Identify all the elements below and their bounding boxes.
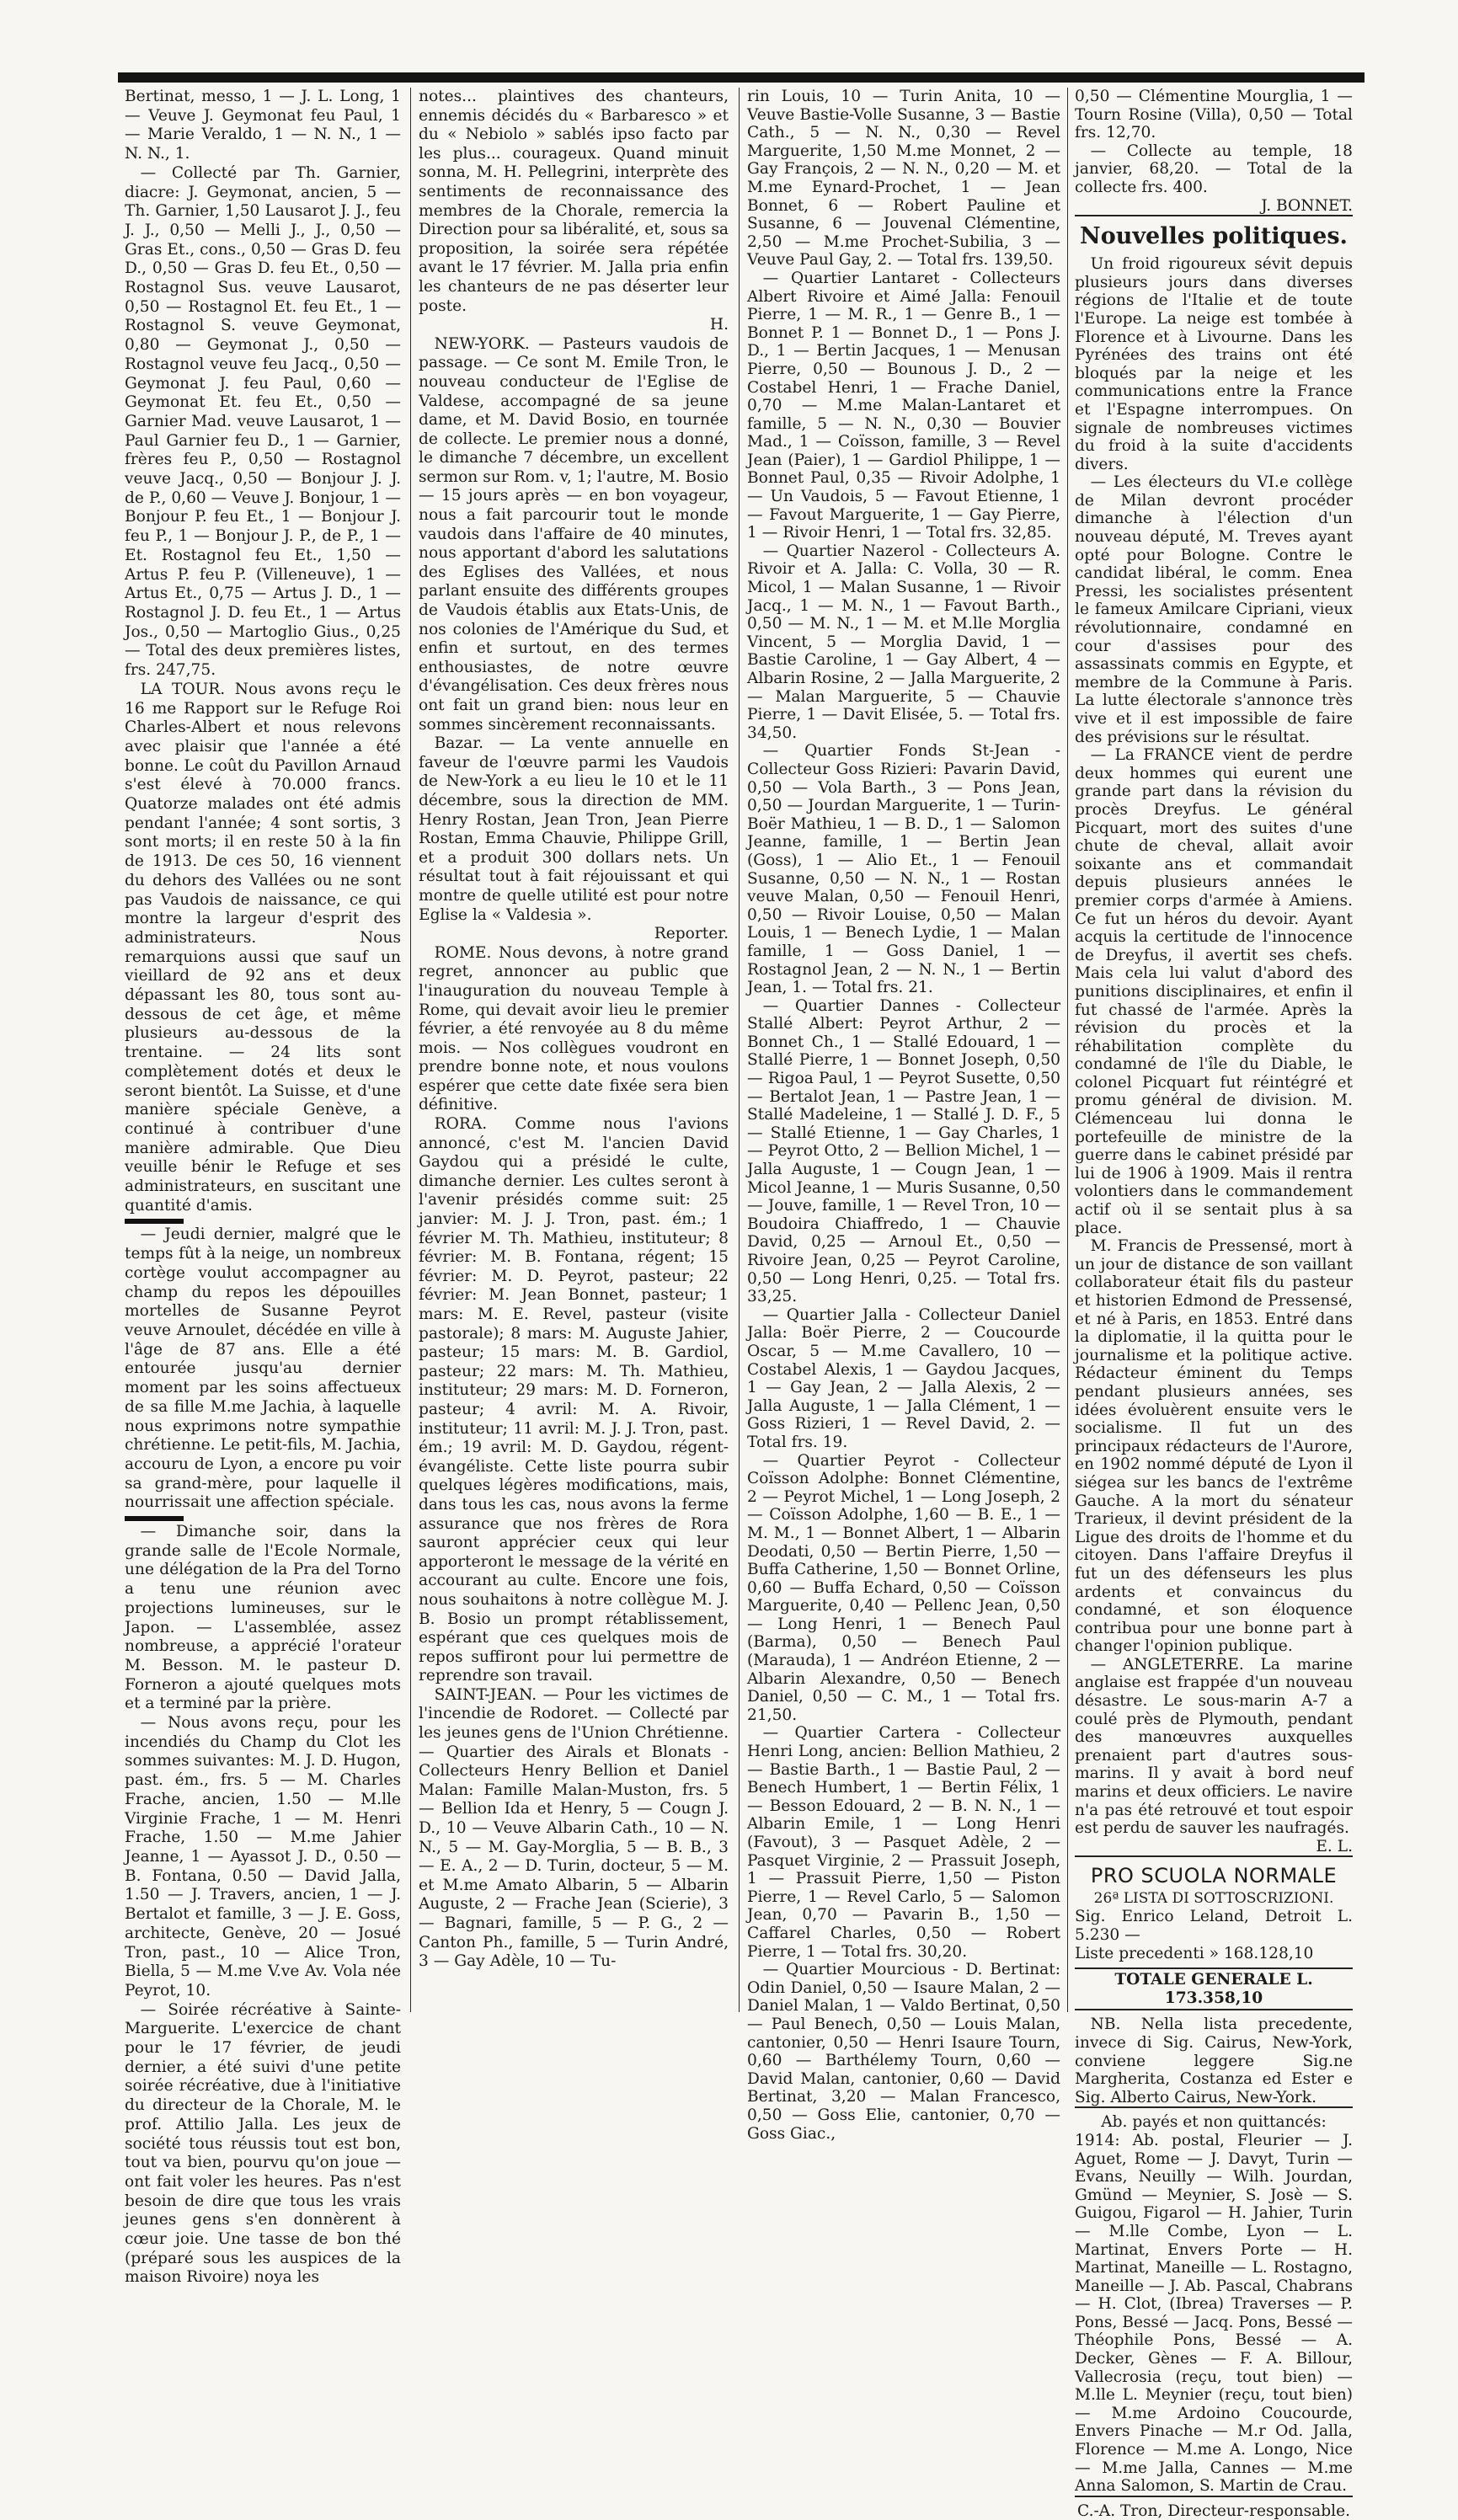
paragraph-quartier-peyrot: — Quartier Peyrot - Collecteur Coïsson Adolphe: Bonnet Clémentine, 2 — Peyrot Michel, 1 — Long Joseph, 2 — Coïsson Adolphe, 1,60 — B. E., 1 — M. M., 1 — Bonnet Albert, 1 — Albarin Deodati, 0,50 — Bertin Pierre, 1,50 — Buffa Catherine, 1,50 — Bonnet Orline, 0,60 — Buffa Echard, 0,50 — Coïsson Marguerite, 0,40 — Pellenc Jean, 0,50 — Long Henri, 1 — Benech Paul (Barma), 0,50 — Benech Paul (Marauda), 1 — Andréon Etienne, 2 — Albarin Alexandre, 0,50 — Benech Daniel, 0,50 — C. M., 1 — Total frs. 21,50. <box>747 1451 1060 1724</box>
paragraph-quartier-nazerol: — Quartier Nazerol - Collecteurs A. Rivoir et A. Jalla: C. Volla, 30 — R. Micol, 1 — Malan Susanne, 1 — Rivoir Jacq., 1 — M. N., 1 — Favout Barth., 0,50 — M. N., 1 — M. et M.lle Morglia Vincent, 5 — Morglia David, 1 — Bastie Caroline, 1 — Gay Albert, 4 — Albarin Rosine, 2 — Jalla Marguerite, 2 — Malan Marguerite, 5 — Chauvie Pierre, 1 — Davit Elisée, 5. — Total frs. 34,50. <box>747 542 1060 742</box>
paragraph: Bertinat, messo, 1 — J. L. Long, 1 — Veuve J. Geymonat feu Paul, 1 — Marie Veraldo, 1 — N. N., 1 — N. N., 1. <box>125 88 401 163</box>
signature: J. BONNET. <box>1261 196 1353 215</box>
heading-rule <box>1075 1855 1353 1857</box>
heading-rule <box>1075 2496 1353 2497</box>
total-line: TOTALE GENERALE L. 173.358,10 <box>1114 1971 1313 2007</box>
paragraph-france: — La FRANCE vient de perdre deux hommes qui eurent une grande part dans la révision du procès Dreyfus. Le général Picquart, mort des suites d'une chute de cheval, allait avoir soixante ans et commandait depuis plusieurs années le premier corps d'armée à Amiens. Ce fut un héros du devoir. Ayant acquis la certitude de l'innocence de Dreyfus, il avertit ses chefs. Mais cela lui valut d'abord des punitions disciplinaires, et enfin il fut chassé de l'armée. Après la révision du procès et la réhabilitation complète du condamné de l'île du Diable, le colonel Picquart fut réintégré et promu général de division. M. Clémenceau lui donna le portefeuille de ministre de la guerre dans le cabinet présidé par lui de 1906 à 1909. Mais il rentra volontiers dans le commandement actif où il se sentait plus à sa place. <box>1075 746 1353 1237</box>
paragraph-rome: ROME. Nous devons, à notre grand regret, annoncer au public que l'inauguration du nouveau Temple à Rome, qui devait avoir lieu le premier février, a été renvoyée au 8 du même mois. — Nos collègues voudront en prendre bonne note, et nous voulons espérer que cette date fixée sera bien définitive. <box>419 943 729 1114</box>
paragraph-la-tour: LA TOUR. Nous avons reçu le 16 me Rapport sur le Refuge Roi Charles-Albert et nous relevons avec plaisir que l'année a été bonne. Le coût du Pavillon Arnaud s'est élevé à 70.000 francs. Quatorze malades ont été admis pendant l'année; 4 sont sortis, 3 sont morts; il en reste 50 à la fin de 1913. De ces 50, 16 viennent du dehors des Vallées ou ne sont pas Vaudois de naissance, ce qui montre la largeur d'esprit des administrateurs. Nous remarquions aussi que sauf un vieillard de 92 ans et deux dépassant les 80, tous sont au-dessous de cet âge, et même plusieurs au-dessous de la trentaine. — 24 lits sont complètement dotés et deux le seront bientôt. La Suisse, et d'une manière spéciale Genève, a continué à contribuer d'une manière admirable. Que Dieu veuille bénir le Refuge et ses administrateurs, en suscitant une quantité d'amis. <box>125 680 401 1215</box>
paragraph-incendies: — Nous avons reçu, pour les incendiés du Champ du Clot les sommes suivantes: M. J. D. Hugon, past. ém., frs. 5 — M. Charles Frache, ancien, 1.50 — M.lle Virginie Frache, 1 — M. Henri Frache, 1.50 — M.me Jahier Jeanne, 1 — Ayassot J. D., 0.50 — B. Fontana, 0.50 — David Jalla, 1.50 — J. Travers, ancien, 1 — J. Bertalot et famille, 3 — J. E. Goss, architecte, Genève, 20 — Josué Tron, past., 10 — Alice Tron, Biella, 5 — M.me V.ve Av. Vola née Peyrot, 10. <box>125 1714 401 1999</box>
paragraph-quartier-fonds: — Quartier Fonds St-Jean - Collecteur Goss Rizieri: Pavarin David, 0,50 — Vola Barth., 3 — Pons Jean, 0,50 — Jourdan Marguerite, 1 — Turin-Boër Mathieu, 1 — B. D., 1 — Salomon Jeanne, famille, 1 — Bertin Jean (Goss), 1 — Alio Et., 1 — Fenouil Susanne, 0,50 — N. N., 1 — Rostan veuve Malan, 0,50 — Fenouil Henri, 0,50 — Rivoir Louise, 0,50 — Malan Louis, 1 — Benech Lydie, 1 — Malan famille, 1 — Goss Daniel, 1 — Rostagnol Jean, 2 — N. N., 1 — Bertin Jean, 1. — Total frs. 21. <box>747 742 1060 997</box>
section-divider <box>125 1516 184 1521</box>
paragraph-dimanche: — Dimanche soir, dans la grande salle de l'Ecole Normale, une délégation de la Pra del Torno a tenu une réunion avec projections lumineuses, sur le Japon. — L'assemblée, assez nombreuse, a apprécié l'orateur M. Besson. M. le pasteur D. Forneron a ajouté quelques mots et a terminé par la prière. <box>125 1523 401 1713</box>
paragraph-jeudi: — Jeudi dernier, malgré que le temps fût à la neige, un nombreux cortège voulut accompagner au champ du repos les dépouilles mortelles de Susanne Peyrot veuve Arnoulet, décédée en ville à l'âge de 87 ans. Elle a été entourée jusqu'au dernier moment par les soins affectueux de sa fille M.me Jachia, à laquelle nous exprimons notre sympathie chrétienne. Le petit-fils, M. Jachia, accouru de Lyon, a encore pu voir sa grand-mère, pour laquelle il nourrissait une affection spéciale. <box>125 1225 401 1512</box>
paragraph-rora: RORA. Comme nous l'avions annoncé, c'est M. l'ancien David Gaydou qui a présidé le culte, dimanche dernier. Les cultes seront à l'avenir présidés comme suit: 25 janvier: M. J. J. Tron, past. ém.; 1 février M. Th. Mathieu, instituteur; 8 février: M. B. Fontana, régent; 15 février: M. D. Peyrot, pasteur; 22 février: M. Jean Bonnet, pasteur; 1 mars: M. E. Revel, pasteur (visite pastorale); 8 mars: M. Auguste Jahier, pasteur; 15 mars: M. B. Gardiol, pasteur; 22 mars: M. Th. Mathieu, instituteur; 29 mars: M. D. Forneron, pasteur; 4 avril: M. A. Rivoir, instituteur; 11 avril: M. J. J. Tron, past. ém.; 19 avril: M. D. Gaydou, régent-évangéliste. Cette liste pourra subir quelques légères modifications, mais, dans tous les cas, nous avons la ferme assurance que nos frères de Rora sauront apprécier ceux qui leur apporteront le message de la vérité en accourant au culte. Encore une fois, nous souhaitons à notre collègue M. J. B. Bosio un prompt rétablissement, espérant que ces quelques mois de repos suffiront pour lui permettre de reprendre son travail. <box>419 1115 729 1685</box>
paragraph-nb: NB. Nella lista precedente, invece di Sig. Cairus, New-York, conviene leggere Sig.ne Margherita, Costanza ed Ester e Sig. Alberto Cairus, New-York. <box>1075 2015 1353 2106</box>
paragraph-angleterre: — ANGLETERRE. La marine anglaise est frappée d'un nouveau désastre. Le sous-marin A-7 a coulé près de Plymouth, pendant des manœuvres auxquelles prenaient part d'autres sous-marins. Il y avait à bord neuf marins et deux officiers. Le navire n'a pas été retrouvé et tout espoir est perdu de sauver les naufragés. <box>1075 1655 1353 1838</box>
paragraph: rin Louis, 10 — Turin Anita, 10 — Veuve Bastie-Volle Susanne, 3 — Bastie Cath., 5 — N. N., 0,30 — Revel Marguerite, 1,50 M.me Monnet, 2 — Gay François, 2 — N. N., 0,20 — M. et M.me Eynard-Prochet, 1 — Jean Bonnet, 6 — Robert Pauline et Susanne, 6 — Jouvenal Clémentine, 2,50 — M.me Prochet-Subilia, 3 — Veuve Paul Gay, 2. — Total frs. 139,50. <box>747 88 1060 270</box>
subheading: 26ª LISTA DI SOTTOSCRIZIONI. <box>1093 1890 1334 1908</box>
column-4 <box>1075 88 1353 2520</box>
signature: Reporter. <box>654 925 729 943</box>
section-heading: Nouvelles politiques. <box>1080 223 1348 250</box>
paragraph-quartier-jalla: — Quartier Jalla - Collecteur Daniel Jalla: Boër Pierre, 2 — Coucourde Oscar, 5 — M.me Cavallero, 10 — Costabel Alexis, 1 — Gaydou Jacques, 1 — Gay Jean, 2 — Jalla Alexis, 2 — Jalla Auguste, 1 — Jalla Clément, 1 — Goss Rizieri, 1 — Revel David, 2. — Total frs. 19. <box>747 1305 1060 1451</box>
paragraph-quartier-cartera: — Quartier Cartera - Collecteur Henri Long, ancien: Bellion Mathieu, 2 — Bastie Barth., 1 — Bastie Paul, 2 — Benech Humbert, 1 — Bertin Félix, 1 — Besson Edouard, 2 — B. N. N., 1 — Albarin Emile, 1 — Long Henri (Favout), 3 — Pasquet Adèle, 2 — Pasquet Virginie, 2 — Prassuit Joseph, 1 — Prassuit Pierre, 1,50 — Piston Pierre, 1 — Revel Carlo, 5 — Salomon Jean, 0,70 — Pavarin B., 1,50 — Caffarel Charles, 0,50 — Robert Pierre, 1 — Total frs. 30,20. <box>747 1724 1060 1961</box>
section-heading: PRO SCUOLA NORMALE <box>1090 1864 1338 1888</box>
list-item: Liste precedenti » 168.128,10 <box>1075 1944 1314 1962</box>
paragraph: 0,50 — Clémentine Mourglia, 1 — Tourn Rosine (Villa), 0,50 — Total frs. 12,70. <box>1075 88 1353 142</box>
paragraph: notes... plaintives des chanteurs, ennemis décidés du « Barbaresco » et du « Nebiolo » sablés ipso facto par les plus... courageux. Quand minuit sonna, M. H. Pellegrini, interprète des sentiments de reconnaissance des membres de la Chorale, remercia la Direction pour sa libéralité, et, sous sa proposition, la soirée sera répétée avant le 17 février. M. Jalla pria enfin les chanteurs de ne pas déserter leur poste. <box>419 88 729 315</box>
column-3 <box>747 88 1060 2143</box>
column-divider-2 <box>739 88 740 2012</box>
signature: H. <box>709 316 729 334</box>
paragraph-collecte-temple: — Collecte au temple, 18 janvier, 68,20. — Total de la collecte frs. 400. <box>1075 141 1353 196</box>
column-2 <box>419 88 729 2012</box>
paragraph-saint-jean: SAINT-JEAN. — Pour les victimes de l'incendie de Rodoret. — Collecté par les jeunes gens de l'Union Chrétienne. — Quartier des Airals et Blonats - Collecteurs Henry Bellion et Daniel Malan: Famille Malan-Muston, frs. 5 — Bellion Ida et Henry, 5 — Cougn J. D., 10 — Veuve Albarin Cath., 10 — N. N., 5 — M. Gay-Morglia, 5 — B. B., 3 — E. A., 2 — D. Turin, docteur, 5 — M. et M.me Amato Albarin, 5 — Albarin Auguste, 2 — Frache Jean (Scierie), 3 — Bagnari, famille, 5 — P. G., 2 — Canton Ph., famille, 5 — Turin André, 3 — Gay Adèle, 10 — Tu- <box>419 1685 729 1971</box>
subheading: Ab. payés et non quittancés: <box>1101 2113 1327 2132</box>
paragraph-collecte-garnier: — Collecté par Th. Garnier, diacre: J. Geymonat, ancien, 5 — Th. Garnier, 1,50 Lausarot J. J., feu J. J., 0,50 — Melli J., J., 0,50 — Gras Et., cons., 0,50 — Gras D. feu D., 0,50 — Gras D. feu Et., 0,50 — Rostagnol Sus. veuve Lausarot, 0,50 — Rostagnol Et. feu Et., 1 — Rostagnol S. veuve Geymonat, 0,80 — Geymonat J., 0,50 — Rostagnol veuve feu Jacq., 0,50 — Geymonat J. feu Paul, 0,60 — Geymonat Et. feu Et., 0,50 — Garnier Mad. veuve Lausarot, 1 — Paul Garnier feu D., 1 — Garnier, frères feu P., 0,50 — Rostagnol veuve Jacq., 0,50 — Bonjour J. J. de P., 0,60 — Veuve J. Bonjour, 1 — Bonjour P. feu Et., 1 — Bonjour J. feu P., 1 — Bonjour J. P., de P., 1 — Et. Rostagnol feu Et., 1,50 — Artus P. feu P. (Villeneuve), 1 — Artus Et., 0,75 — Artus J. D., 1 — Rostagnol J. D. feu Et., 1 — Artus Jos., 0,50 — Martoglio Gius., 0,25 — Total des deux premières listes, frs. 247,75. <box>125 163 401 680</box>
column-1 <box>125 88 401 2287</box>
page-top-rule <box>118 72 1365 83</box>
paragraph-soiree: — Soirée récréative à Sainte-Marguerite. L'exercice de chant pour le 17 février, de jeudi dernier, a été suivi d'une petite soirée récréative, due à l'initiative du directeur de la Chorale, M. le prof. Attilio Jalla. Les jeux de société tous réussis tout est bon, tout va bien, pourvu qu'on joue — ont fait voler les heures. Pas n'est besoin de dire que tous les vrais jeunes gens s'en donnèrent à cœur joie. Une tasse de bon thé (préparé sous les auspices de la maison Rivoire) noya les <box>125 2000 401 2287</box>
paragraph-abonnes: 1914: Ab. postal, Fleurier — J. Aguet, Rome — J. Davyt, Turin — Evans, Neuilly — Wilh. Jourdan, Gmünd — Meynier, S. Josè — S. Guigou, Figarol — H. Jahier, Turin — M.lle Combe, Lyon — L. Martinat, Envers Porte — H. Martinat, Maneille — L. Rostagno, Maneille — J. Ab. Pascal, Chabrans — H. Clot, (Ibrea) Traverses — P. Pons, Bessé — Jacq. Pons, Bessé — Théophile Pons, Bessé — A. Decker, Gènes — F. A. Billour, Vallecrosia (reçu, tout bien) — M.lle L. Meynier (reçu, tout bien) — M.me Ardoino Coucourde, Envers Pinache — M.r Od. Jalla, Florence — M.me A. Longo, Nice — M.me Jalla, Cannes — M.me Anna Salomon, S. Martin de Crau. <box>1075 2131 1353 2496</box>
column-divider-1 <box>410 88 411 2012</box>
paragraph-quartier-dannes: — Quartier Dannes - Collecteur Stallé Albert: Peyrot Arthur, 2 — Bonnet Ch., 1 — Stallé Edouard, 1 — Stallé Pierre, 1 — Bonnet Joseph, 0,50 — Rigoa Paul, 1 — Peyrot Susette, 0,50 — Bertalot Jean, 1 — Pastre Jean, 1 — Stallé Madeleine, 1 — Stallé J. D. F., 5 — Stallé Etienne, 1 — Gay Charles, 1 — Peyrot Otto, 2 — Bellion Michel, 1 — Jalla Auguste, 1 — Cougn Jean, 1 — Micol Jeanne, 1 — Muris Susanne, 0,50 — Jouve, famille, 1 — Revel Tron, 10 — Boudoira Chiaffredo, 1 — Chauvie David, 0,25 — Arnoul Et., 0,50 — Rivoire Jean, 0,25 — Peyrot Caroline, 0,50 — Long Henri, 0,25. — Total frs. 33,25. <box>747 996 1060 1306</box>
paragraph-froid: Un froid rigoureux sévit depuis plusieurs jours dans diverses régions de l'Italie et de toute l'Europe. La neige est tombée à Florence et à Livourne. Dans les Pyrénées des trains ont été bloqués par la neige et les communications entre la France et l'Espagne interrompues. On signale de nombreuses victimes du froid à la suite d'accidents divers. <box>1075 255 1353 473</box>
paragraph-quartier-mourcious: — Quartier Mourcious - D. Bertinat: Odin Daniel, 0,50 — Isaure Malan, 2 — Daniel Malan, 1 — Valdo Bertinat, 0,50 — Paul Benech, 0,50 — Louis Malan, cantonier, 0,50 — Henri Isaure Tourn, 0,60 — Barthélemy Tourn, 0,60 — David Malan, cantonier, 0,60 — David Bertinat, 3,20 — Malan Francesco, 0,50 — Goss Elie, cantonier, 0,70 — Goss Giac., <box>747 1961 1060 2143</box>
paragraph-bazar: Bazar. — La vente annuelle en faveur de l'œuvre parmi les Vaudois de New-York a eu lieu le 10 et le 11 décembre, sous la direction de MM. Henry Rostan, Jean Tron, Jean Pierre Rostan, Emma Chauvie, Philippe Grill, et a produit 300 dollars nets. Un résultat tout à fait réjouissant et qui montre de quelle utilité est pour notre Eglise la « Valdesia ». <box>419 734 729 924</box>
paragraph-new-york: NEW-YORK. — Pasteurs vaudois de passage. — Ce sont M. Emile Tron, le nouveau conducteur de l'Eglise de Valdese, accompagné de sa jeune dame, et M. David Bosio, en tournée de collecte. Le premier nous a donné, le dimanche 7 décembre, un excellent sermon sur Rom. v, 1; l'autre, M. Bosio — 15 jours après — en bon voyageur, nous a fait parcourir tout le monde vaudois dans l'affaire de 40 minutes, nous apportant d'abord les salutations des Eglises des Vallées, et nous parlant ensuite des différents groupes de Vaudois établis aux Etats-Unis, de nos colonies de l'Amérique du Sud, et enfin et surtout, en des termes enthousiastes, de notre œuvre d'évangélisation. Ces deux frères nous ont fait un grand bien: nous leur en sommes sincèrement reconnaissants. <box>419 334 729 734</box>
total-box <box>1075 1967 1353 2010</box>
list-item: Sig. Enrico Leland, Detroit L. 5.230 — <box>1075 1908 1353 1944</box>
signature: E. L. <box>1316 1837 1353 1855</box>
paragraph-pressense: M. Francis de Pressensé, mort à un jour de distance de son vaillant collaborateur était fils du pasteur et historien Edmond de Pressensé, et né à Paris, en 1853. Entré dans la diplomatie, il la quitta pour le journalisme et la politique active. Rédacteur éminent du Temps pendant plusieurs années, ses idées évoluèrent ensuite vers le socialisme. Il fut un des principaux rédacteurs de l'Aurore, en 1902 nommé député de Lyon il siégea sur les bancs de l'extrême Gauche. A la mort du sénateur Trarieux, il devint président de la Ligue des droits de l'homme et du citoyen. Dans l'affaire Dreyfus il fut un des défenseurs les plus ardents et convaincus du condamné, et son éloquence contribua pour une bonne part à changer l'opinion publique. <box>1075 1237 1353 1656</box>
section-divider <box>125 1219 184 1224</box>
signature: C.-A. Tron, Directeur-responsable. <box>1077 2501 1350 2520</box>
heading-rule <box>1075 2106 1353 2108</box>
heading-rule <box>1075 215 1353 216</box>
column-divider-3 <box>1067 88 1068 2012</box>
paragraph-quartier-lantaret: — Quartier Lantaret - Collecteurs Albert Rivoire et Aimé Jalla: Fenouil Pierre, 1 — M. R., 1 — Genre B., 1 — Bonnet P. 1 — Bonnet D., 1 — Pons J. D., 1 — Bertin Jacques, 1 — Menusan Pierre, 0,50 — Bounous J. D., 2 — Costabel Henri, 1 — Frache Daniel, 0,70 — M.me Malan-Lantaret et famille, 5 — N. N., 0,30 — Bouvier Mad., 1 — Coïsson, famille, 3 — Revel Jean (Paier), 1 — Gardiol Philippe, 1 — Bonnet Paul, 0,35 — Rivoir Adolphe, 1 — Un Vaudois, 5 — Favout Etienne, 1 — Favout Marguerite, 1 — Gay Pierre, 1 — Rivoir Henri, 1 — Total frs. 32,85. <box>747 269 1060 542</box>
paragraph-electeurs: — Les électeurs du VI.e collège de Milan devront procéder dimanche à l'élection d'un nouveau député, M. Treves ayant opté pour Bologne. Contre le candidat libéral, le comm. Enea Pressi, les socialistes présentent le fameux Amilcare Cipriani, vieux révolutionnaire, condamné en cour d'assises pour des assassinats commis en Egypte, et membre de la Commune à Paris. La lutte électorale s'annonce très vive et il est impossible de faire des prévisions sur le résultat. <box>1075 473 1353 746</box>
